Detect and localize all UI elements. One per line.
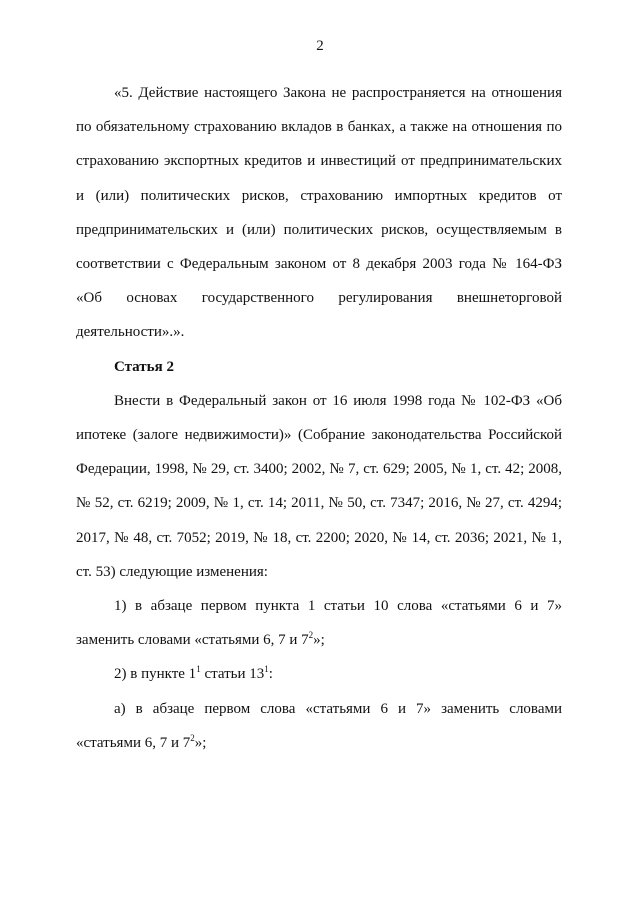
change-1-text-end: »;: [313, 632, 325, 649]
article-heading: Статья 2: [114, 358, 174, 375]
paragraph-change-1: [76, 589, 562, 657]
paragraph-change-2: [76, 657, 562, 691]
change-1-text: 1) в абзаце первом пункта 1 статьи 10 слова «статьями 6 и 7» заменить словами «статьями 6, 7 и 7: [76, 598, 562, 649]
page-number: 2: [316, 38, 324, 54]
paragraph-article-2-intro: Внести в Федеральный закон от 16 июля 1998 года № 102-ФЗ «Об ипотеке (залоге недвижимости)» (Собрание законодательства Российской Федерации, 1998, № 29, ст. 3400; 2002, № 7, ст. 629; 2005, № 1, ст. 42; 2008, № 52, ст. 6219; 2009, № 1, ст. 14; 2011, № 50, ст. 7347; 2016, № 27, ст. 4294; 2017, № 48, ст. 7052; 2019, № 18, ст. 2200; 2020, № 14, ст. 2036; 2021, № 1, ст. 53) следующие изменения:: [76, 392, 562, 580]
superscript: 2: [190, 732, 195, 743]
document-body: [76, 76, 562, 760]
superscript: 1: [196, 664, 201, 675]
change-2a-text: а) в абзаце первом слова «статьями 6 и 7» заменить словами «статьями 6, 7 и 7: [76, 700, 562, 751]
change-2-text: 2) в пункте 1: [114, 666, 197, 683]
paragraph-change-2a: [76, 692, 562, 760]
superscript: 1: [264, 664, 269, 675]
paragraph-item-5: «5. Действие настоящего Закона не распространяется на отношения по обязательному страхованию вкладов в банках, а также на отношения по страхованию экспортных кредитов и инвестиций от предпринимательских и (или) политических рисков, страхованию импортных кредитов от предпринимательских и (или) политических рисков, осуществляемым в соответствии с Федеральным законом от 8 декабря 2003 года № 164-ФЗ «Об основах государственного регулирования внешнеторговой деятельности».».: [76, 85, 562, 341]
superscript: 2: [308, 630, 314, 641]
change-2a-text-end: »;: [194, 734, 207, 751]
change-2-text-mid: статьи 13: [200, 666, 265, 683]
change-2-text-end: :: [268, 666, 273, 683]
